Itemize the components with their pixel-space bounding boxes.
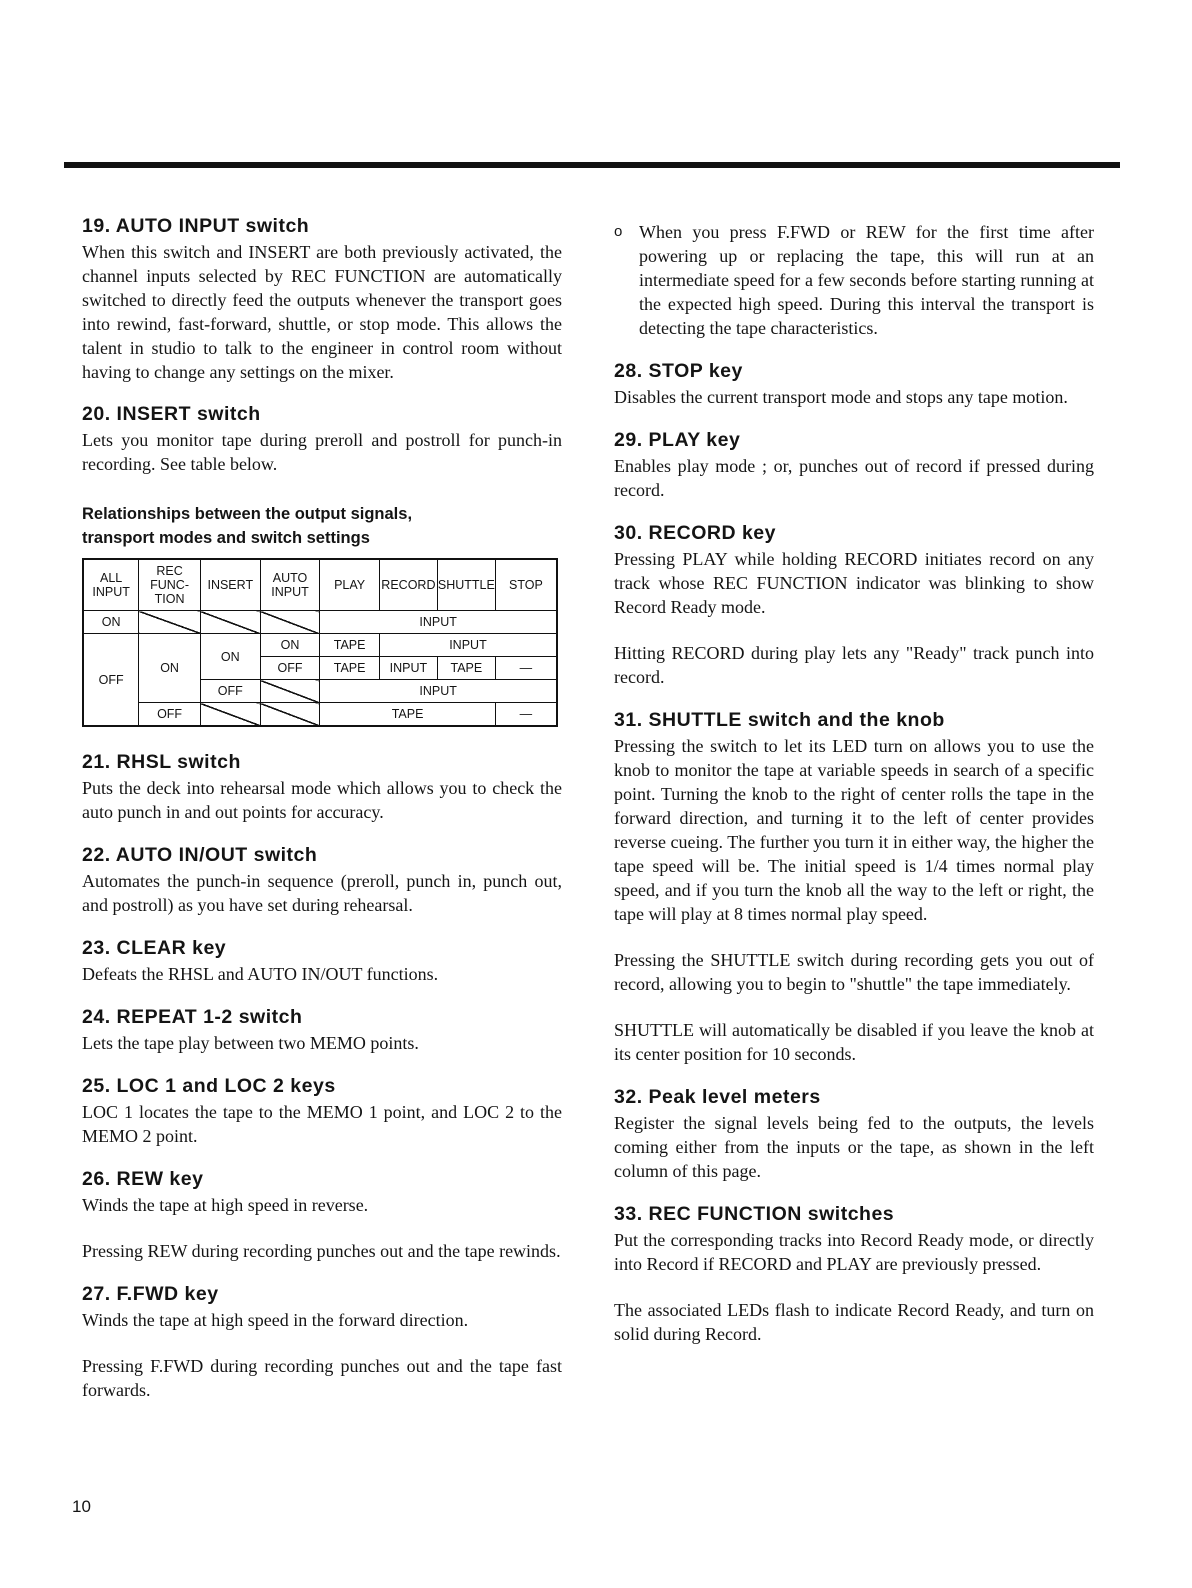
diagonal-cell	[200, 703, 260, 727]
section-title: 22. AUTO IN/OUT switch	[82, 844, 318, 866]
table-header-row	[83, 559, 557, 611]
section-text: Lets the tape play between two MEMO points.	[82, 1033, 419, 1053]
section-text: Winds the tape at high speed in reverse.	[82, 1195, 369, 1215]
section-text: Lets you monitor tape during preroll and postroll for punch-in recording. See table below.	[82, 430, 562, 474]
table-cell: INPUT	[379, 634, 557, 657]
section-27	[82, 1283, 562, 1402]
section-text: Hitting RECORD during play lets any "Ready" track punch into record.	[614, 643, 1094, 687]
section-text: Register the signal levels being fed to the outputs, the levels coming either from the inputs or the tape, as shown in the left column of this page.	[614, 1113, 1094, 1181]
header-rule	[64, 162, 1120, 168]
table-cell: OFF	[139, 703, 201, 727]
section-text: When this switch and INSERT are both previously activated, the channel inputs selected by REC FUNCTION are automatically switched to directly feed the outputs whenever the transport goes into rewind, fast-forward, shuttle, or stop mode. This allows the talent in studio to talk to the engineer in control room without having to change any settings on the mixer.	[82, 242, 562, 382]
section-text: Disables the current transport mode and stops any tape motion.	[614, 387, 1068, 407]
section-32	[614, 1086, 1094, 1183]
section-28	[614, 360, 1094, 409]
diagonal-cell	[260, 703, 320, 727]
relationship-table	[82, 558, 558, 727]
section-title: 29. PLAY key	[614, 429, 741, 451]
section-33	[614, 1203, 1094, 1346]
table-row	[83, 634, 557, 657]
header-auto-input: AUTO INPUT	[260, 559, 320, 611]
table-cell: INPUT	[379, 657, 437, 680]
section-text: SHUTTLE will automatically be disabled if you leave the knob at its center position for 10 seconds.	[614, 1020, 1094, 1064]
diagonal-cell	[260, 680, 320, 703]
left-column	[82, 215, 562, 1402]
section-26	[82, 1168, 562, 1263]
section-title: 20. INSERT switch	[82, 403, 261, 425]
right-column	[614, 215, 1094, 1346]
section-text: Defeats the RHSL and AUTO IN/OUT functions.	[82, 964, 439, 984]
table-cell: OFF	[260, 657, 320, 680]
section-title: 26. REW key	[82, 1168, 204, 1190]
header-shuttle: SHUTTLE	[437, 559, 495, 611]
section-text: Pressing PLAY while holding RECORD initiates record on any track whose REC FUNCTION indicator was blinking to show Record Ready mode.	[614, 549, 1094, 617]
ffwd-rew-note	[614, 220, 1094, 340]
header-stop: STOP	[495, 559, 557, 611]
table-cell: ON	[83, 611, 139, 634]
header-record: RECORD	[379, 559, 437, 611]
table-cell: TAPE	[320, 657, 380, 680]
section-title: 23. CLEAR key	[82, 937, 227, 959]
section-text: Puts the deck into rehearsal mode which allows you to check the auto punch in and out points for accuracy.	[82, 778, 562, 822]
bullet-icon: o	[614, 223, 623, 240]
section-title: 24. REPEAT 1-2 switch	[82, 1006, 303, 1028]
table-cell: OFF	[83, 634, 139, 727]
section-text: Pressing the switch to let its LED turn on allows you to use the knob to monitor the tape at variable speeds in search of a specific point. Turning the knob to the right of center rolls the tape in the forward direction, and turning it to the left of center provides reverse cueing. The further you turn it in either way, the higher the tape speed will be. The initial speed is 1/4 times normal play speed, and if you turn the knob all the way to the left or right, the tape will play at 8 times normal play speed.	[614, 736, 1094, 924]
section-text: Automates the punch-in sequence (preroll, punch in, punch out, and postroll) as you have set during rehearsal.	[82, 871, 562, 915]
section-text: The associated LEDs flash to indicate Record Ready, and turn on solid during Record.	[614, 1300, 1094, 1344]
section-title: 27. F.FWD key	[82, 1283, 219, 1305]
section-31	[614, 709, 1094, 1066]
header-insert: INSERT	[200, 559, 260, 611]
table-cell: INPUT	[320, 611, 557, 634]
table-cell: ON	[139, 634, 201, 703]
section-30	[614, 522, 1094, 689]
section-20	[82, 403, 562, 476]
section-21	[82, 751, 562, 824]
section-title: 28. STOP key	[614, 360, 743, 382]
section-title: 31. SHUTTLE switch and the knob	[614, 709, 945, 731]
section-22	[82, 844, 562, 917]
header-play: PLAY	[320, 559, 380, 611]
section-title: 32. Peak level meters	[614, 1086, 821, 1108]
table-cell: TAPE	[320, 703, 496, 727]
section-29	[614, 429, 1094, 502]
table-cell: INPUT	[320, 680, 557, 703]
table-caption: Relationships between the output signals, transport modes and switch settings	[82, 505, 413, 547]
section-title: 33. REC FUNCTION switches	[614, 1203, 895, 1225]
table-cell: ON	[260, 634, 320, 657]
section-text: Enables play mode ; or, punches out of record if pressed during record.	[614, 456, 1094, 500]
section-23	[82, 937, 562, 986]
table-row	[83, 703, 557, 727]
page-number: 10	[72, 1497, 91, 1516]
section-text: Put the corresponding tracks into Record Ready mode, or directly into Record if RECORD and PLAY are previously pressed.	[614, 1230, 1094, 1274]
header-rec-function: REC FUNC- TION	[139, 559, 201, 611]
section-text: Winds the tape at high speed in the forward direction.	[82, 1310, 469, 1330]
section-title: 30. RECORD key	[614, 522, 776, 544]
section-text: Pressing F.FWD during recording punches out and the tape fast forwards.	[82, 1356, 562, 1400]
diagonal-cell	[260, 611, 320, 634]
diagonal-cell	[139, 611, 201, 634]
section-text: Pressing REW during recording punches out and the tape rewinds.	[82, 1241, 561, 1261]
section-title: 19. AUTO INPUT switch	[82, 215, 310, 237]
table-cell: TAPE	[437, 657, 495, 680]
note-text: When you press F.FWD or REW for the first time after powering up or replacing the tape, this will run at an intermediate speed for a few seconds before starting running at the expected high speed. During this interval the transport is detecting the tape characteristics.	[639, 222, 1094, 338]
section-text: LOC 1 locates the tape to the MEMO 1 point, and LOC 2 to the MEMO 2 point.	[82, 1102, 562, 1146]
header-all-input: ALL INPUT	[83, 559, 139, 611]
table-cell: —	[495, 703, 557, 727]
section-title: 25. LOC 1 and LOC 2 keys	[82, 1075, 336, 1097]
diagonal-cell	[200, 611, 260, 634]
table-cell: TAPE	[320, 634, 380, 657]
section-24	[82, 1006, 562, 1055]
table-cell: OFF	[200, 680, 260, 703]
section-19	[82, 215, 562, 384]
table-cell: —	[495, 657, 557, 680]
table-row	[83, 611, 557, 634]
section-title: 21. RHSL switch	[82, 751, 241, 773]
section-text: Pressing the SHUTTLE switch during recording gets you out of record, allowing you to begin to "shuttle" the tape immediately.	[614, 950, 1094, 994]
section-25	[82, 1075, 562, 1148]
table-cell: ON	[200, 634, 260, 680]
